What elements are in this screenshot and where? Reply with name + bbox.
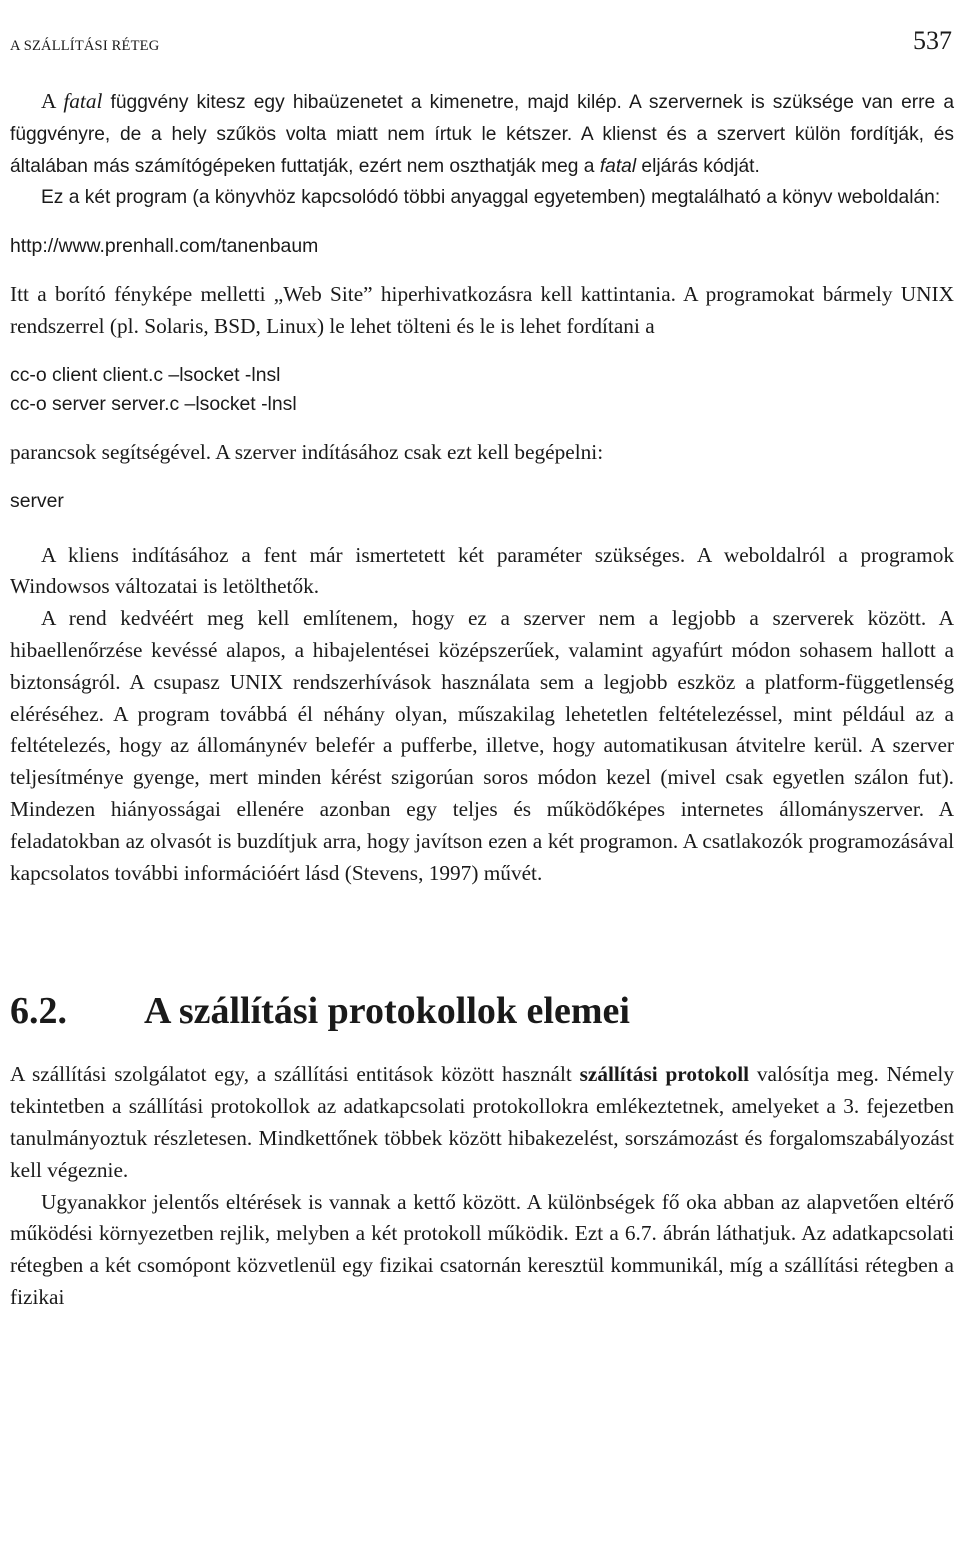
fatal-term-2: fatal (599, 155, 637, 177)
spacer (10, 516, 954, 540)
spacer (10, 214, 954, 232)
paragraph-fatal-pre: A (41, 89, 64, 113)
spacer (10, 889, 954, 987)
paragraph-fatal (10, 86, 954, 182)
spacer (10, 1035, 954, 1059)
paragraph-client: A kliens indításához a fent már ismertetett két paraméter szükséges. A weboldalról a programok Windowsos változatai is letölthetők. (10, 542, 954, 599)
paragraph-programs: Ez a két program (a könyvhöz kapcsolódó többi anyaggal egyetemben) megtalálható a könyv weboldalán: (41, 187, 941, 209)
paragraph-fatal-post: eljárás kódját. (636, 155, 760, 177)
paragraph-differences: Ugyanakkor jelentős eltérések is vannak a kettő között. A különbségek fő oka abban az alapvetően eltérő működési környezetben rejlik, melyben a két protokoll működik. Ezt a 6.7. ábrán láthatjuk. Az adatkapcsolati rétegben a két csomópont közvetlenül egy fizikai csatornán keresztül kommunikál, míg a szállítási rétegben a fizikai (10, 1189, 954, 1309)
paragraph-transport-post: valósítja meg. Némely tekintetben a szállítási protokollok az adatkapcsolati protokollokra emlékeztetnek, amelyeket a 3. fejezetben tanulmányoztuk részletesen. Mindkettőnek többek között hibakezelést, sorszámozást és forgalomszabályozást kell végeznie. (10, 1062, 954, 1182)
paragraph-commands: parancsok segítségével. A szerver indításához csak ezt kell begépelni: (10, 439, 604, 464)
spacer (10, 261, 954, 279)
paragraph-website: Itt a borító fényképe melletti „Web Site” hiperhivatkozásra kell kattintania. A programokat bármely UNIX rendszerrel (pl. Solaris, BSD, Linux) le lehet tölteni és le is lehet fordítani a (10, 282, 954, 338)
paragraph-transport-pre: A szállítási szolgálatot egy, a szállítási entitások között használt (10, 1062, 580, 1087)
spacer (10, 343, 954, 361)
compile-client-command: cc-o client client.c –lsocket -lnsl (10, 363, 281, 386)
website-url: http://www.prenhall.com/tanenbaum (10, 235, 319, 258)
paragraph-fatal-mid: függvény kitesz egy hibaüzenetet a kimenetre, majd kilép. A szervernek is szüksége van erre a függvényre, de a hely szűkös volta miatt nem írtuk le kétszer. A klienst és a szervert külön fordítják, és általában más számítógépeken futtatják, ezért nem oszthatják meg a (10, 92, 955, 177)
spacer (10, 419, 954, 437)
section-title: A szállítási protokollok elemei (144, 990, 630, 1033)
page-body (10, 86, 954, 1314)
page-number: 537 (913, 26, 952, 55)
spacer (10, 469, 954, 487)
fatal-term: fatal (63, 89, 103, 113)
paragraph-transport-protocol (10, 1059, 954, 1186)
compile-server-command: cc-o server server.c –lsocket -lnsl (10, 392, 297, 415)
run-server-command: server (10, 489, 64, 512)
section-number: 6.2. (10, 990, 67, 1033)
running-head: A SZÁLLÍTÁSI RÉTEG (10, 38, 160, 54)
paragraph-quality: A rend kedvéért meg kell említenem, hogy ez a szerver nem a legjobb a szerverek között. A hibaellenőrzése kevéssé alapos, a hibajelentései középszerűek, valamint agyafúrt módon sohasem hallott a biztonságról. A csupasz UNIX rendszerhívások használata sem a legjobb eszköz a platform-függetlenség eléréséhez. A program továbbá él néhány olyan, műszakilag lehetetlen feltételezéssel, mint például az a feltételezés, hogy az állománynév belefér a pufferbe, illetve, hogy automatikusan átvitelre kerül. A szerver teljesítménye gyenge, mert minden kérést szigorúan soros módon kezel (mivel csak egyetlen szálon fut). Mindezen hiányosságai ellenére azonban egy teljes és működőképes internetes állományszerver. A feladatokban az olvasót is buzdítjuk arra, hogy javítson ezen a két programon. A csatlakozók programozásával kapcsolatos további információért lásd (Stevens, 1997) művét. (10, 606, 954, 885)
term-transport-protocol: szállítási protokoll (579, 1062, 750, 1087)
page-header (10, 26, 952, 62)
section-heading (10, 987, 954, 1035)
